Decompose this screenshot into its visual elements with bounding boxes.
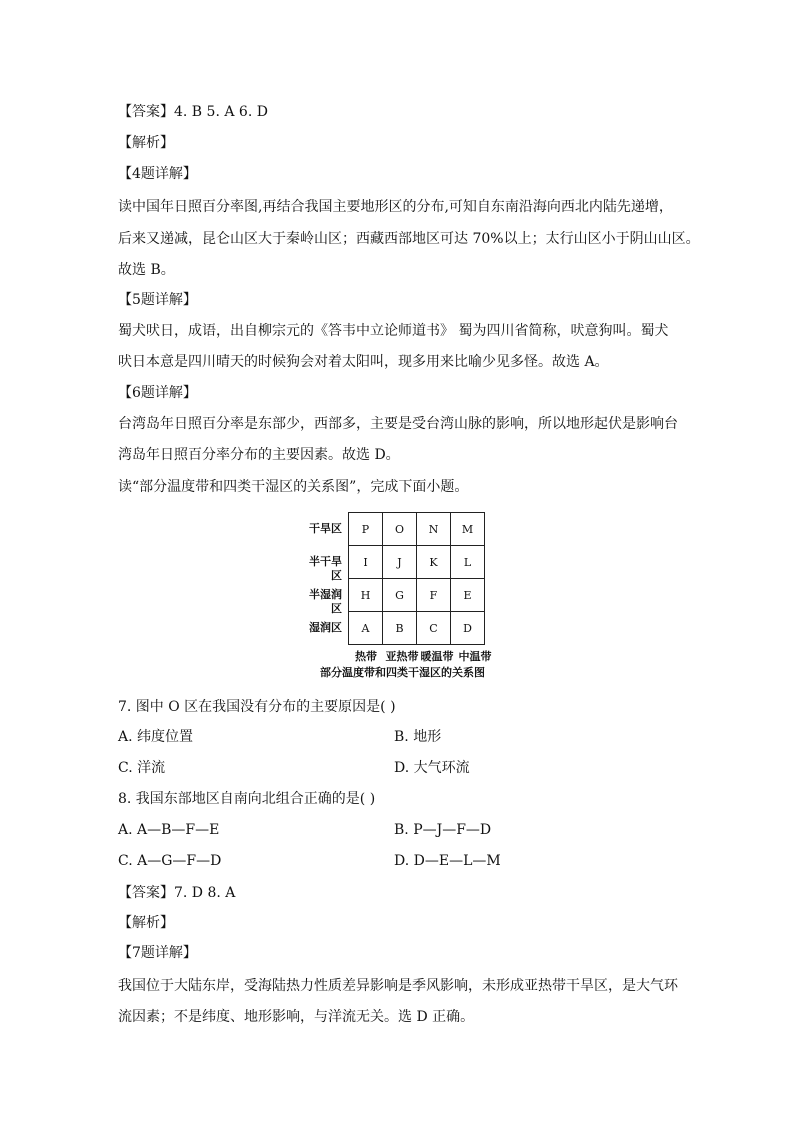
q8-option-b: B. P—J—F—D xyxy=(394,822,492,838)
col-label-tropical: 热带 xyxy=(355,650,377,663)
q4-detail-heading: 【4题详解】 xyxy=(118,166,197,182)
row-label-humid: 湿润区 xyxy=(309,621,342,634)
q7-detail-heading: 【7题详解】 xyxy=(118,945,197,961)
grid-row xyxy=(349,579,485,612)
q7-detail-text-2: 流因素；不是纬度、地形影响，与洋流无关。选 D 正确。 xyxy=(118,1009,475,1025)
q7-option-a: A. 纬度位置 xyxy=(118,729,194,745)
q4-detail-text-2: 后来又递减，昆仑山区大于秦岭山区；西藏西部地区可达 70%以上；太行山区小于阴山山区。 xyxy=(118,231,700,247)
grid-cell: E xyxy=(451,579,485,612)
q7-option-b: B. 地形 xyxy=(394,729,442,745)
q8-stem: 8. 我国东部地区自南向北组合正确的是( ) xyxy=(118,791,376,807)
grid-cell: I xyxy=(349,546,383,579)
grid-cell: J xyxy=(383,546,417,579)
figure-caption: 部分温度带和四类干湿区的关系图 xyxy=(320,666,485,679)
grid-cell: D xyxy=(451,612,485,645)
q7-option-c: C. 洋流 xyxy=(118,760,166,776)
q7-option-d: D. 大气环流 xyxy=(394,760,470,776)
q5-detail-text-1: 蜀犬吠日，成语，出自柳宗元的《答韦中立论师道书》 蜀为四川省简称，吠意狗叫。蜀犬 xyxy=(118,323,669,339)
grid-row xyxy=(349,546,485,579)
grid-cell: P xyxy=(349,513,383,546)
q7-stem: 7. 图中 O 区在我国没有分布的主要原因是( ) xyxy=(118,699,396,715)
q5-detail-text-2: 吠日本意是四川晴天的时候狗会对着太阳叫，现多用来比喻少见多怪。故选 A。 xyxy=(118,354,609,370)
grid-cell: M xyxy=(451,513,485,546)
grid-row xyxy=(349,612,485,645)
col-label-warm-temperate: 暖温带 xyxy=(420,650,454,663)
figure-intro: 读“部分温度带和四类干湿区的关系图”，完成下面小题。 xyxy=(118,479,469,495)
col-label-mid-temperate: 中温带 xyxy=(458,650,492,663)
row-label-semi-arid: 半干旱区 xyxy=(309,555,342,582)
grid-cell: N xyxy=(417,513,451,546)
q4-detail-text-3: 故选 B。 xyxy=(118,262,175,278)
q8-option-d: D. D—E—L—M xyxy=(394,853,501,869)
q8-option-c: C. A—G—F—D xyxy=(118,853,222,869)
grid-cell: K xyxy=(417,546,451,579)
grid-cell: O xyxy=(383,513,417,546)
analysis-heading-2: 【解析】 xyxy=(118,915,174,931)
grid-cell: A xyxy=(349,612,383,645)
answer-line-7-8: 【答案】7. D 8. A xyxy=(118,885,236,901)
grid-cell: C xyxy=(417,612,451,645)
q6-detail-text-1: 台湾岛年日照百分率是东部少，西部多，主要是受台湾山脉的影响，所以地形起伏是影响台 xyxy=(118,416,678,432)
q6-detail-text-2: 湾岛年日照百分率分布的主要因素。故选 D。 xyxy=(118,447,400,463)
grid-cell: B xyxy=(383,612,417,645)
grid-cell: H xyxy=(349,579,383,612)
grid-cell: F xyxy=(417,579,451,612)
analysis-heading: 【解析】 xyxy=(118,135,174,151)
grid-cell: G xyxy=(383,579,417,612)
answer-line-4-6: 【答案】4. B 5. A 6. D xyxy=(118,104,268,120)
q5-detail-heading: 【5题详解】 xyxy=(118,292,197,308)
grid-row xyxy=(349,513,485,546)
row-label-arid: 干旱区 xyxy=(309,522,342,535)
q7-detail-text-1: 我国位于大陆东岸，受海陆热力性质差异影响是季风影响，未形成亚热带干旱区，是大气环 xyxy=(118,978,678,994)
row-label-semi-humid: 半湿润区 xyxy=(309,588,342,615)
q8-option-a: A. A—B—F—E xyxy=(118,822,220,838)
q4-detail-text-1: 读中国年日照百分率图,再结合我国主要地形区的分布,可知自东南沿海向西北内陆先递增， xyxy=(118,199,673,215)
grid-cell: L xyxy=(451,546,485,579)
zone-grid xyxy=(348,512,485,645)
col-label-subtropical: 亚热带 xyxy=(385,650,419,663)
q6-detail-heading: 【6题详解】 xyxy=(118,385,197,401)
